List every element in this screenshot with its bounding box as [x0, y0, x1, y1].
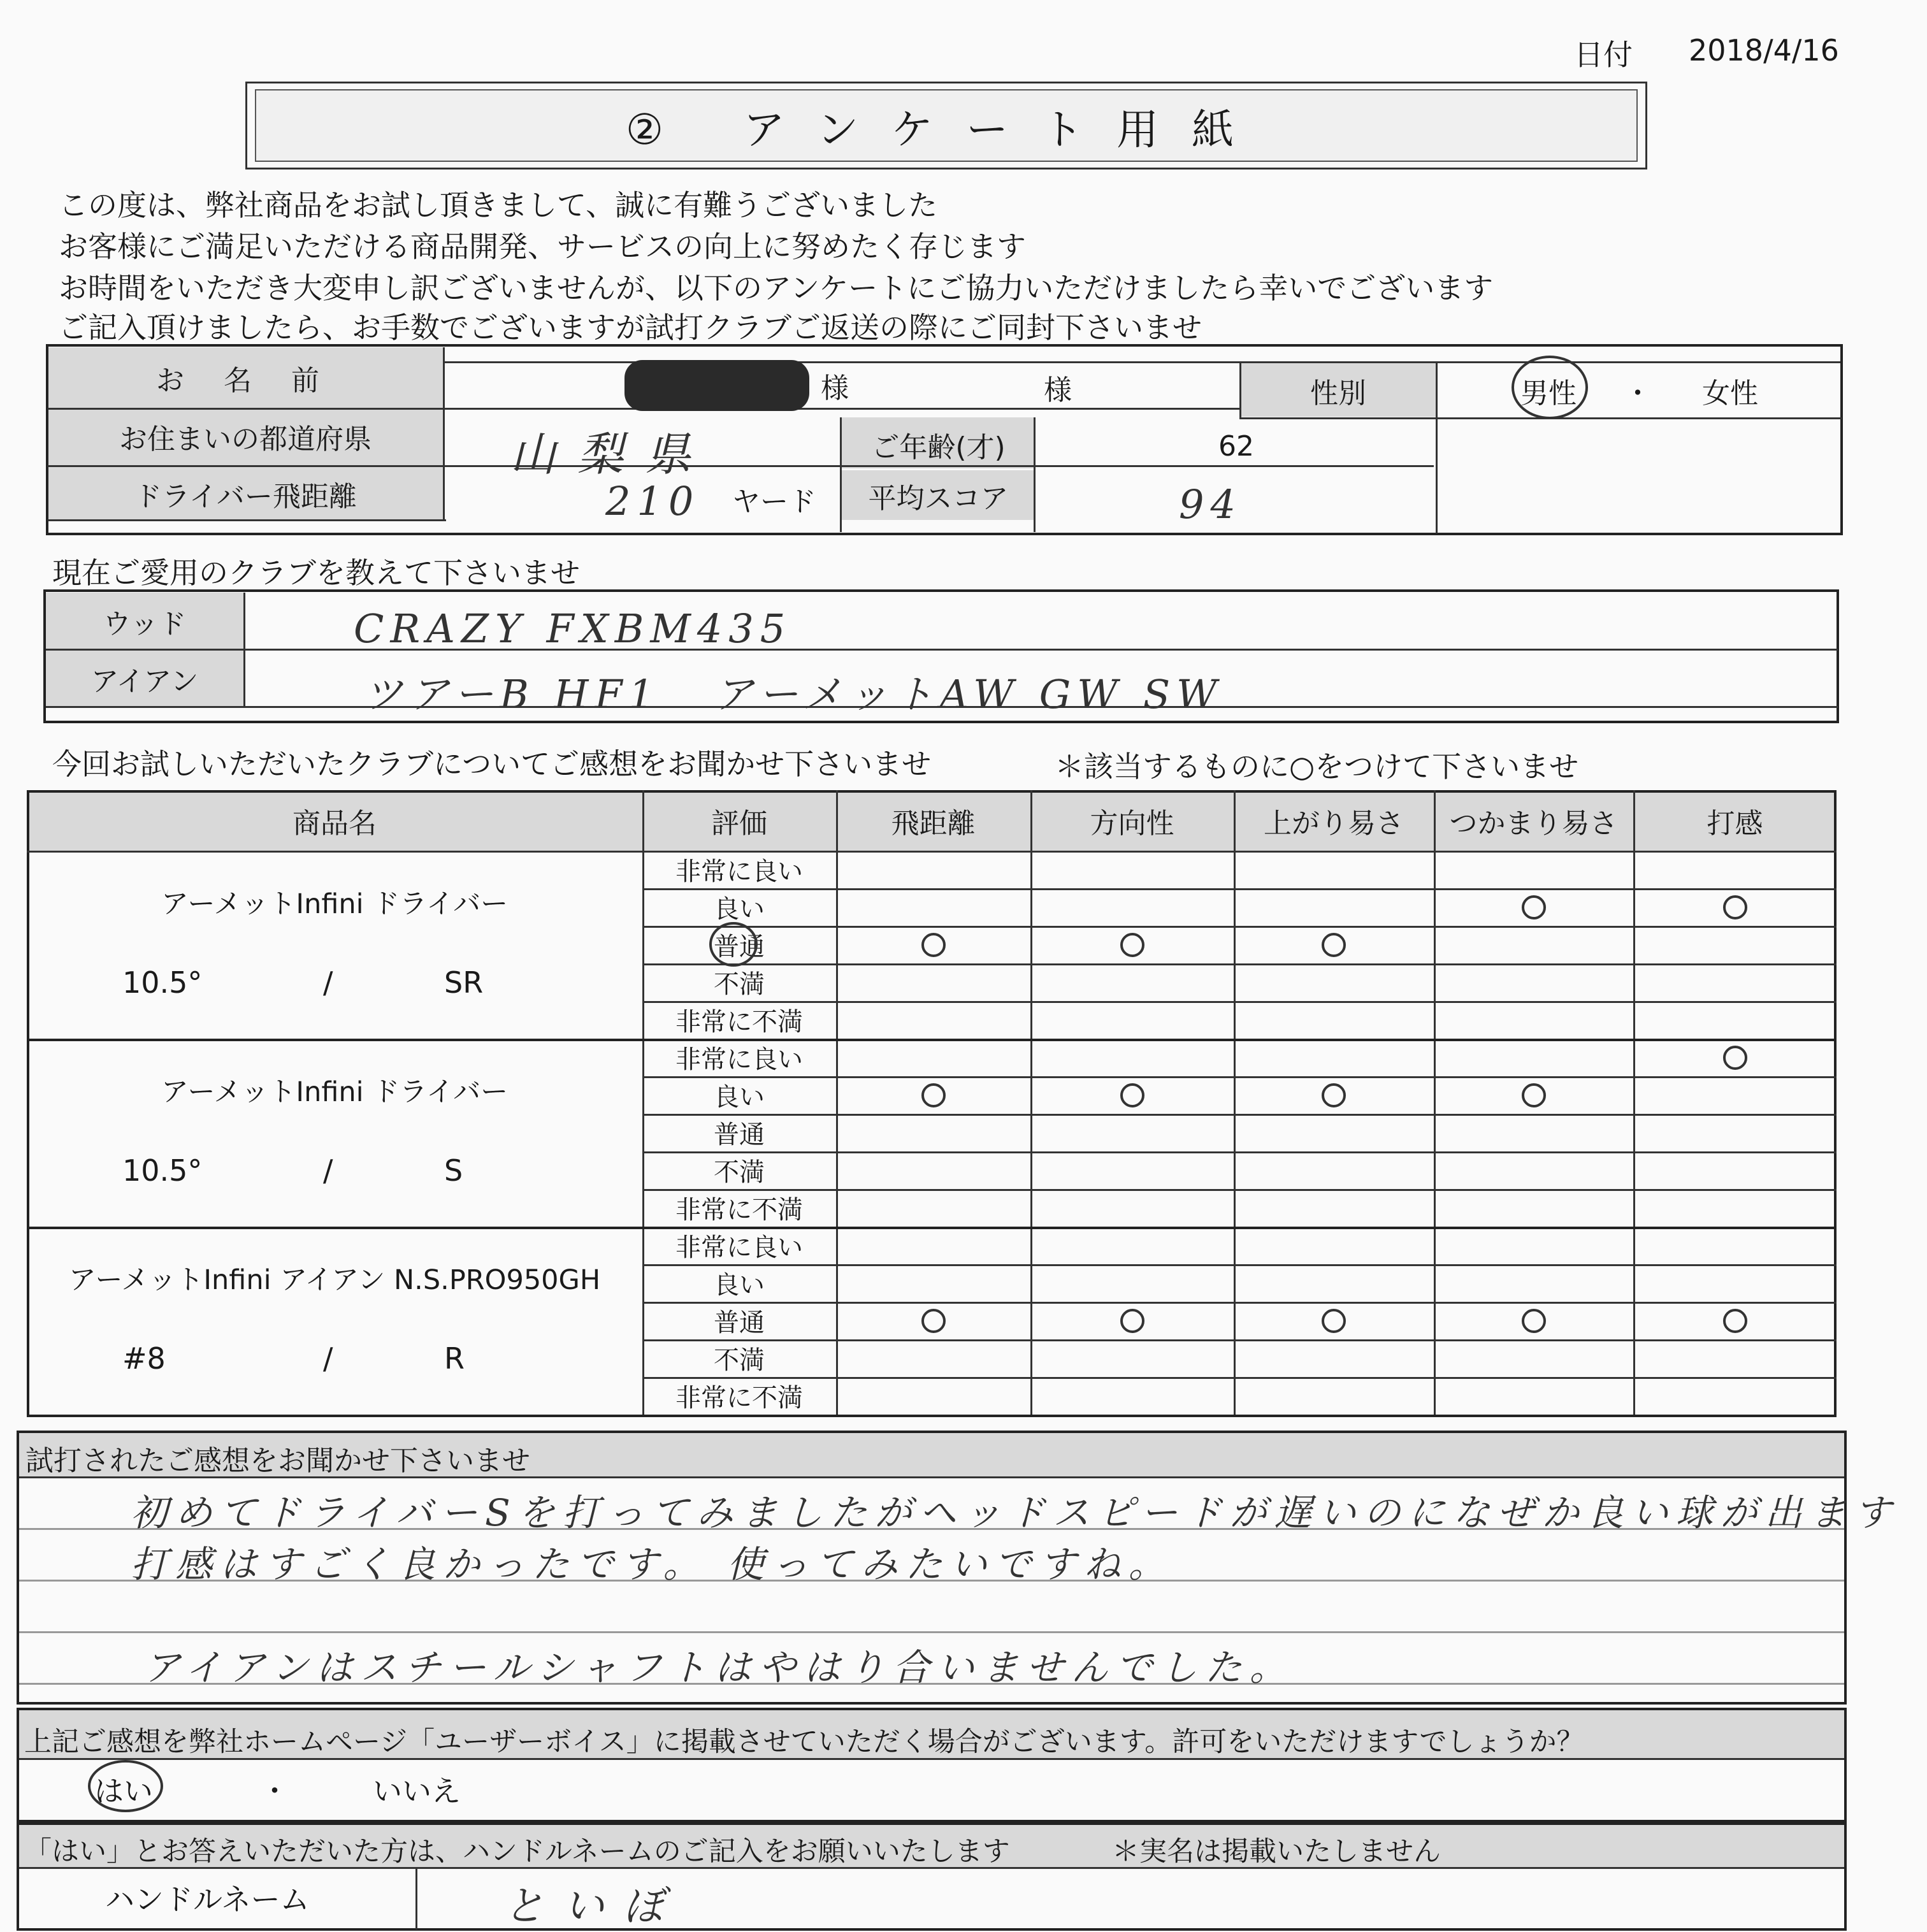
evaluation-header-line	[27, 851, 1837, 853]
evaluation-level-label: 普通	[714, 1120, 765, 1150]
product-loft: 10.5°	[122, 1153, 203, 1188]
product-loft: 10.5°	[122, 965, 203, 1000]
rating-circle-mark	[921, 933, 946, 957]
comment-line-4: アイアンはスチールシャフトはやはり合いませんでした。	[143, 1646, 1294, 1689]
evaluation-level-label: 普通	[714, 932, 765, 962]
rating-circle-mark	[1723, 1046, 1747, 1070]
product-name: アーメットInfini ドライバー	[161, 888, 509, 920]
product-separator: /	[323, 965, 333, 1000]
evaluation-section-line	[27, 1227, 1837, 1229]
rating-circle-mark	[1322, 1083, 1346, 1107]
gender-separator: ・	[1624, 377, 1652, 410]
comment-line-2: 打感はすごく良かったです。 使ってみたいですね。	[131, 1543, 1173, 1586]
evaluation-level-label: 不満	[714, 1158, 765, 1187]
evaluation-col-line	[1633, 790, 1635, 1415]
product-separator: /	[323, 1341, 333, 1376]
honorific-1: 様	[821, 372, 849, 405]
evaluation-level-label: 良い	[714, 1083, 765, 1112]
product-name: アーメットInfini アイアン N.S.PRO950GH	[68, 1264, 601, 1296]
permission-yes-circle	[88, 1760, 163, 1812]
iron-label: アイアン	[90, 665, 199, 698]
permission-yes[interactable]: はい	[94, 1774, 153, 1808]
name-label: お 名 前	[156, 364, 335, 397]
comments-heading: 試打されたご感想をお聞かせ下さいませ	[25, 1445, 530, 1477]
rating-circle-mark	[1322, 1309, 1346, 1333]
evaluation-level-label: 普通	[714, 1308, 765, 1337]
evaluation-heading: 今回お試しいただいたクラブについてご感想をお聞かせ下さいませ	[52, 747, 932, 781]
intro-line-3: お時間をいただき大変申し訳ございませんが、以下のアンケートにご協力いただけましたら幸いでございます	[59, 271, 1494, 305]
handle-label: ハンドルネーム	[105, 1882, 310, 1917]
average-score-label: 平均スコア	[868, 482, 1009, 515]
evaluation-level-label: 不満	[714, 970, 765, 999]
evaluation-note: ＊該当するものに○をつけて下さいませ	[1055, 749, 1579, 784]
evaluation-level-label: 非常に良い	[675, 1045, 803, 1074]
intro-line-1: この度は、弊社商品をお試し頂きまして、誠に有難うございました	[59, 188, 938, 222]
average-score-value: 94	[1179, 481, 1242, 528]
evaluation-header-0: 商品名	[292, 807, 377, 840]
level-selection-circle	[709, 922, 758, 967]
evaluation-col-line	[1234, 790, 1236, 1415]
rating-circle-mark	[1522, 895, 1546, 919]
date-value: 2018/4/16	[1689, 33, 1839, 68]
handle-heading: 「はい」とお答えいただいた方は、ハンドルネームのご記入をお願いいたします	[24, 1836, 1010, 1868]
product-flex: SR	[444, 965, 484, 1000]
drive-distance-value: 210	[605, 478, 700, 524]
iron-value-2: アーメットAW GW SW	[714, 671, 1223, 717]
wood-label: ウッド	[103, 608, 187, 640]
name-redacted	[624, 360, 809, 411]
gender-label: 性別	[1310, 377, 1366, 410]
drive-distance-unit: ヤード	[732, 485, 816, 518]
date-label: 日付	[1574, 38, 1633, 72]
rating-circle-mark	[1522, 1309, 1546, 1333]
permission-heading: 上記ご感想を弊社ホームページ「ユーザーボイス」に掲載させていただく場合がございます。許可をいただけますでしょうか？	[24, 1726, 1584, 1758]
age-label: ご年齢(才)	[871, 431, 1006, 464]
gender-male-circle	[1512, 356, 1588, 419]
evaluation-col-line	[1030, 790, 1032, 1415]
evaluation-level-label: 非常に良い	[675, 1233, 803, 1262]
product-separator: /	[323, 1153, 333, 1188]
page-title: ② アンケート用紙	[625, 105, 1267, 154]
prefecture-value: 山梨県	[510, 428, 713, 481]
product-flex: R	[444, 1341, 465, 1376]
comment-line-1: 初めてドライバーSを打ってみましたがヘッドスピードが遅いのになぜか良い球が出ます	[131, 1491, 1899, 1534]
rating-circle-mark	[1120, 1083, 1144, 1107]
intro-line-2: お客様にご満足いただける商品開発、サービスの向上に努めたく存じます	[59, 229, 1026, 264]
rating-circle-mark	[1522, 1083, 1546, 1107]
evaluation-level-label: 非常に良い	[675, 857, 803, 886]
evaluation-level-label: 良い	[714, 1271, 765, 1300]
permission-separator: ・	[260, 1774, 289, 1808]
evaluation-header-6: 打感	[1707, 807, 1763, 840]
product-loft: #8	[122, 1341, 166, 1376]
evaluation-header-3: 方向性	[1090, 807, 1174, 840]
evaluation-level-label: 非常に不満	[675, 1195, 803, 1225]
handle-note: ＊実名は掲載いたしません	[1112, 1836, 1441, 1868]
rating-circle-mark	[921, 1083, 946, 1107]
gender-female: 女性	[1702, 377, 1758, 410]
permission-no[interactable]: いいえ	[373, 1774, 461, 1808]
evaluation-header-4: 上がり易さ	[1264, 807, 1404, 840]
evaluation-level-label: 非常に不満	[675, 1007, 803, 1037]
intro-line-4: ご記入頂けましたら、お手数でございますが試打クラブご返送の際にご同封下さいませ	[59, 310, 1202, 345]
iron-value: ツアーB HF1	[363, 671, 660, 717]
evaluation-col-line	[1434, 790, 1436, 1415]
product-name: アーメットInfini ドライバー	[161, 1076, 509, 1108]
rating-circle-mark	[1120, 1309, 1144, 1333]
rating-circle-mark	[1322, 933, 1346, 957]
age-value: 62	[1218, 429, 1254, 463]
evaluation-section-line	[27, 1039, 1837, 1041]
gender-male: 男性	[1520, 377, 1577, 410]
evaluation-col-line	[836, 790, 838, 1415]
evaluation-header-5: つかまり易さ	[1449, 807, 1618, 840]
rating-circle-mark	[1723, 895, 1747, 919]
prefecture-label: お住まいの都道府県	[119, 423, 372, 456]
wood-value: CRAZY FXBM435	[354, 605, 792, 652]
drive-distance-label: ドライバー飛距離	[134, 480, 357, 513]
product-flex: S	[444, 1153, 463, 1188]
handle-value[interactable]: といぼ	[503, 1883, 683, 1930]
evaluation-header-1: 評価	[711, 807, 767, 840]
rating-circle-mark	[1120, 933, 1144, 957]
evaluation-level-label: 非常に不満	[675, 1383, 803, 1413]
evaluation-level-label: 良い	[714, 895, 765, 924]
honorific-2: 様	[1044, 374, 1072, 407]
evaluation-header-2: 飛距離	[891, 807, 976, 840]
clubs-heading: 現在ご愛用のクラブを教えて下さいませ	[52, 556, 580, 590]
rating-circle-mark	[1723, 1309, 1747, 1333]
evaluation-level-label: 不満	[714, 1346, 765, 1375]
rating-circle-mark	[921, 1309, 946, 1333]
